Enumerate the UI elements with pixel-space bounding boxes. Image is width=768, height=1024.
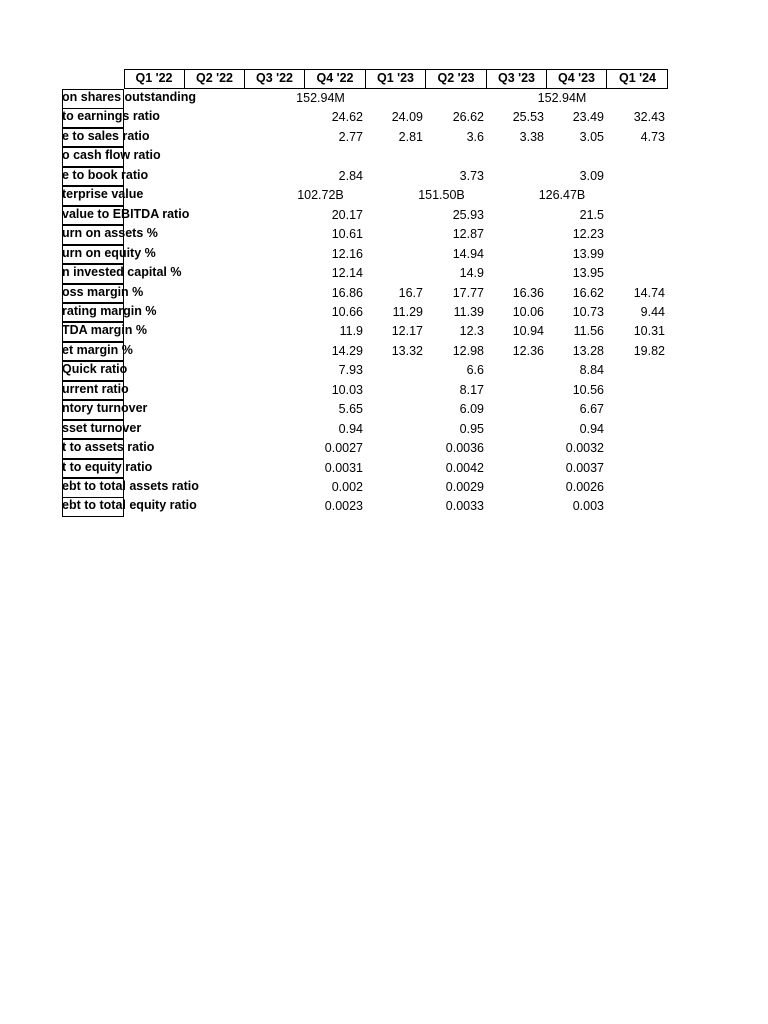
table-cell: 16.36 xyxy=(512,285,544,300)
table-cell: 12.23 xyxy=(572,227,604,242)
table-cell: 5.65 xyxy=(338,402,363,417)
table-cell: 3.05 xyxy=(579,129,604,144)
table-cell: 0.0042 xyxy=(445,460,484,475)
table-cell: 11.29 xyxy=(392,304,423,319)
column-header: Q1 '23 xyxy=(366,69,426,89)
table-cell: 0.0033 xyxy=(445,499,484,514)
table-cell: 13.99 xyxy=(572,246,604,261)
table-cell: 12.87 xyxy=(452,227,484,242)
table-cell: 12.36 xyxy=(512,343,544,358)
table-cell: 26.62 xyxy=(452,110,484,125)
table-cell: 13.32 xyxy=(391,343,423,358)
table-cell: 0.95 xyxy=(459,421,484,436)
table-cell: 19.82 xyxy=(633,343,665,358)
column-header: Q3 '22 xyxy=(245,69,305,89)
row-label: sset turnover xyxy=(62,420,142,435)
column-header: Q4 '23 xyxy=(547,69,607,89)
table-cell: 14.29 xyxy=(331,343,363,358)
table-cell: 0.0026 xyxy=(565,480,604,494)
table-cell: 3.73 xyxy=(459,168,484,183)
table-cell: 10.73 xyxy=(572,304,604,319)
table-cell: 0.0029 xyxy=(445,480,484,494)
table-cell: 13.95 xyxy=(572,266,604,281)
column-header: Q1 '22 xyxy=(124,69,185,89)
row-label: ntory turnover xyxy=(62,401,148,416)
row-label: t to equity ratio xyxy=(62,459,153,474)
table-cell: 3.6 xyxy=(466,129,484,144)
table-cell: 10.03 xyxy=(331,382,363,397)
table-cell: 10.94 xyxy=(512,324,544,339)
table-cell: 24.09 xyxy=(391,110,423,125)
table-cell: 12.16 xyxy=(331,246,363,261)
table-cell: 11.56 xyxy=(573,324,604,339)
row-label: e to book ratio xyxy=(62,167,149,182)
table-cell: 6.67 xyxy=(579,402,604,417)
table-cell: 14.94 xyxy=(452,246,484,261)
row-label: value to EBITDA ratio xyxy=(62,206,190,221)
table-cell: 10.61 xyxy=(331,227,363,242)
table-cell: 25.53 xyxy=(512,110,544,125)
table-cell: 11.39 xyxy=(453,304,484,319)
table-cell: 152.94M xyxy=(537,91,587,105)
table-cell: 0.0036 xyxy=(445,441,484,456)
table-cell: 0.0031 xyxy=(324,460,363,475)
table-cell: 32.43 xyxy=(633,110,665,125)
table-cell: 6.6 xyxy=(466,363,484,378)
table-cell: 16.7 xyxy=(398,285,423,300)
table-cell: 0.0023 xyxy=(324,499,363,514)
table-cell: 0.002 xyxy=(331,480,363,494)
row-label: ebt to total assets ratio xyxy=(62,479,199,493)
table-cell: 0.94 xyxy=(338,421,363,436)
table-cell: 3.09 xyxy=(579,168,604,183)
table-cell: 12.3 xyxy=(459,324,484,339)
table-cell: 9.44 xyxy=(640,304,665,319)
table-cell: 0.94 xyxy=(579,421,604,436)
row-label: oss margin % xyxy=(62,284,144,299)
table-cell: 8.84 xyxy=(579,363,604,378)
table-cell: 12.14 xyxy=(331,266,363,281)
table-cell: 24.62 xyxy=(331,110,363,125)
row-label: urrent ratio xyxy=(62,381,129,396)
row-label: urn on equity % xyxy=(62,245,156,260)
row-label: rating margin % xyxy=(62,303,157,318)
row-label: n invested capital % xyxy=(62,265,182,280)
table-cell: 0.0032 xyxy=(565,441,604,456)
row-label: to earnings ratio xyxy=(62,109,160,124)
table-cell: 0.0027 xyxy=(324,441,363,456)
table-cell: 23.49 xyxy=(572,110,604,125)
table-cell: 2.81 xyxy=(398,129,423,144)
table-cell: 13.28 xyxy=(572,343,604,358)
table-cell: 4.73 xyxy=(640,129,665,144)
table-cell: 14.9 xyxy=(459,266,484,281)
table-cell: 2.84 xyxy=(338,168,363,183)
table-cell: 12.98 xyxy=(452,343,484,358)
table-cell: 152.94M xyxy=(296,91,345,105)
row-label: t to assets ratio xyxy=(62,440,155,455)
table-cell: 3.38 xyxy=(519,129,544,144)
column-header: Q4 '22 xyxy=(305,69,366,89)
row-label: et margin % xyxy=(62,342,133,357)
table-cell: 7.93 xyxy=(338,363,363,378)
table-cell: 11.9 xyxy=(339,324,363,339)
row-label: Quick ratio xyxy=(62,362,128,377)
table-cell: 21.5 xyxy=(579,207,604,222)
table-cell: 2.77 xyxy=(338,129,363,144)
column-header: Q2 '23 xyxy=(426,69,487,89)
table-cell: 25.93 xyxy=(452,207,484,222)
table-cell: 102.72B xyxy=(297,188,344,203)
table-cell: 0.003 xyxy=(572,499,604,514)
table-cell: 20.17 xyxy=(331,207,363,222)
table-cell: 10.66 xyxy=(331,304,363,319)
row-label: on shares outstanding xyxy=(62,90,197,104)
table-cell: 0.0037 xyxy=(565,460,604,475)
table-cell: 17.77 xyxy=(452,285,484,300)
row-label: o cash flow ratio xyxy=(62,148,161,163)
table-cell: 151.50B xyxy=(418,188,465,203)
column-header: Q2 '22 xyxy=(185,69,245,89)
table-cell: 126.47B xyxy=(538,188,586,203)
row-label: urn on assets % xyxy=(62,226,158,241)
table-cell: 8.17 xyxy=(459,382,484,397)
table-cell: 16.62 xyxy=(572,285,604,300)
column-header: Q3 '23 xyxy=(487,69,547,89)
row-label: terprise value xyxy=(62,187,144,202)
table-cell: 16.86 xyxy=(331,285,363,300)
table-cell: 10.56 xyxy=(572,382,604,397)
column-header: Q1 '24 xyxy=(618,71,657,85)
row-label: TDA margin % xyxy=(62,323,147,338)
table-cell: 14.74 xyxy=(633,285,665,300)
table-cell: 10.31 xyxy=(633,324,665,339)
row-label: e to sales ratio xyxy=(62,128,150,143)
table-cell: 6.09 xyxy=(459,402,484,417)
table-cell: 10.06 xyxy=(512,304,544,319)
row-label: ebt to total equity ratio xyxy=(62,498,197,513)
table-cell: 12.17 xyxy=(391,324,423,339)
